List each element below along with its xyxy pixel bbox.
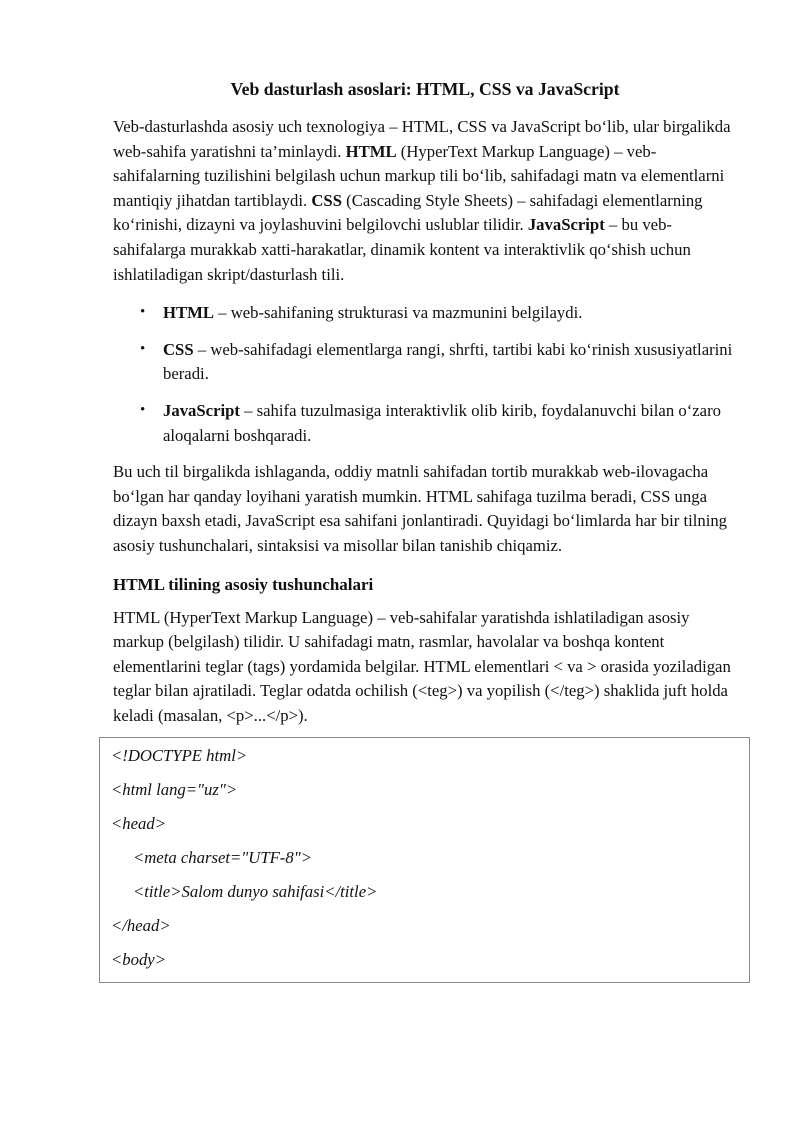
text-run: (HyperText Markup Language) – veb-sahifalarning tuzilishini belgilash uchun markup tili bo‘lib, sahifadagi matn va elementlarni mantiqiy jihatdan tartiblaydi. (113, 141, 725, 210)
code-line: <!DOCTYPE html> (111, 746, 248, 766)
text-run: – bu veb-sahifalarga murakkab xatti-harakatlar, dinamik kontent va interaktivlik qo‘shish uchun ishlatiladigan skript/dasturlash tili. (113, 215, 691, 284)
code-line: <body> (111, 950, 166, 970)
code-line: <title>Salom dunyo sahifasi</title> (133, 882, 378, 902)
list-item-javascript (113, 399, 737, 448)
code-line: <html lang="uz"> (111, 780, 238, 800)
text-run: (Cascading Style Sheets) – sahifadagi elementlarning ko‘rinishi, dizayni va joylashuvini belgilovchi uslublar tilidir. (113, 190, 703, 235)
bold-run: HTML (163, 303, 214, 323)
list-item-html (113, 301, 737, 326)
list-item-text (163, 401, 721, 445)
bold-run: CSS (311, 190, 342, 210)
section-heading: HTML tilining asosiy tushunchalari (113, 574, 374, 594)
summary-paragraph: Bu uch til birgalikda ishlaganda, oddiy matnli sahifadan tortib murakkab web-ilovagacha bo‘lgan har qanday loyihani yaratish mumkin. HTML sahifaga tuzilma beradi, CSS unga dizayn baxsh etadi, JavaScript esa sahifani jonlantiradi. Quyidagi bo‘limlarda har bir tilning asosiy tushunchalari, sintaksisi va misollar bilan tanishib chiqamiz. (113, 462, 728, 555)
list-item-text (163, 340, 732, 384)
text-run: Veb-dasturlashda asosiy uch texnologiya – HTML, CSS va JavaScript bo‘lib, ular birgalikda web-sahifa yaratishni ta’minlaydi. (113, 117, 731, 161)
html-description-paragraph: HTML (HyperText Markup Language) – veb-sahifalar yaratishda ishlatiladigan asosiy markup (belgilash) tilidir. U sahifadagi matn, rasmlar, havolalar va boshqa kontent elementlarini teglar (tags) yordamida belgilar. HTML elementlari < va > orasida yoziladigan teglar bilan ajratiladi. Teglar odatda ochilish (<teg>) va yopilish (</teg>) shaklida juft holda keladi (masalan, <p>...</p>). (113, 607, 731, 725)
list-item-css (113, 338, 737, 387)
bullet-icon: • (140, 340, 146, 357)
code-line: <head> (111, 814, 166, 834)
text-run: – web-sahifadagi elementlarga rangi, shrfti, tartibi kabi ko‘rinish xususiyatlarini beradi. (163, 339, 733, 384)
code-line: </head> (111, 916, 171, 936)
bold-run: JavaScript (527, 215, 605, 235)
bold-run: JavaScript (163, 400, 240, 420)
bullet-icon: • (140, 304, 146, 321)
text-run: – web-sahifaning strukturasi va mazmunini belgilaydi. (214, 303, 583, 323)
technology-list (113, 301, 737, 448)
document-title: Veb dasturlash asoslari: HTML, CSS va JavaScript (230, 79, 620, 99)
list-item-text (163, 303, 582, 322)
code-example-box (99, 737, 750, 983)
text-run: – sahifa tuzulmasiga interaktivlik olib kirib, foydalanuvchi bilan o‘zaro aloqalarni boshqaradi. (163, 400, 721, 445)
bold-run: CSS (163, 339, 194, 359)
intro-paragraph (113, 115, 737, 287)
bullet-icon: • (140, 401, 146, 418)
bold-run: HTML (345, 141, 397, 161)
code-line: <meta charset="UTF-8"> (133, 848, 312, 868)
